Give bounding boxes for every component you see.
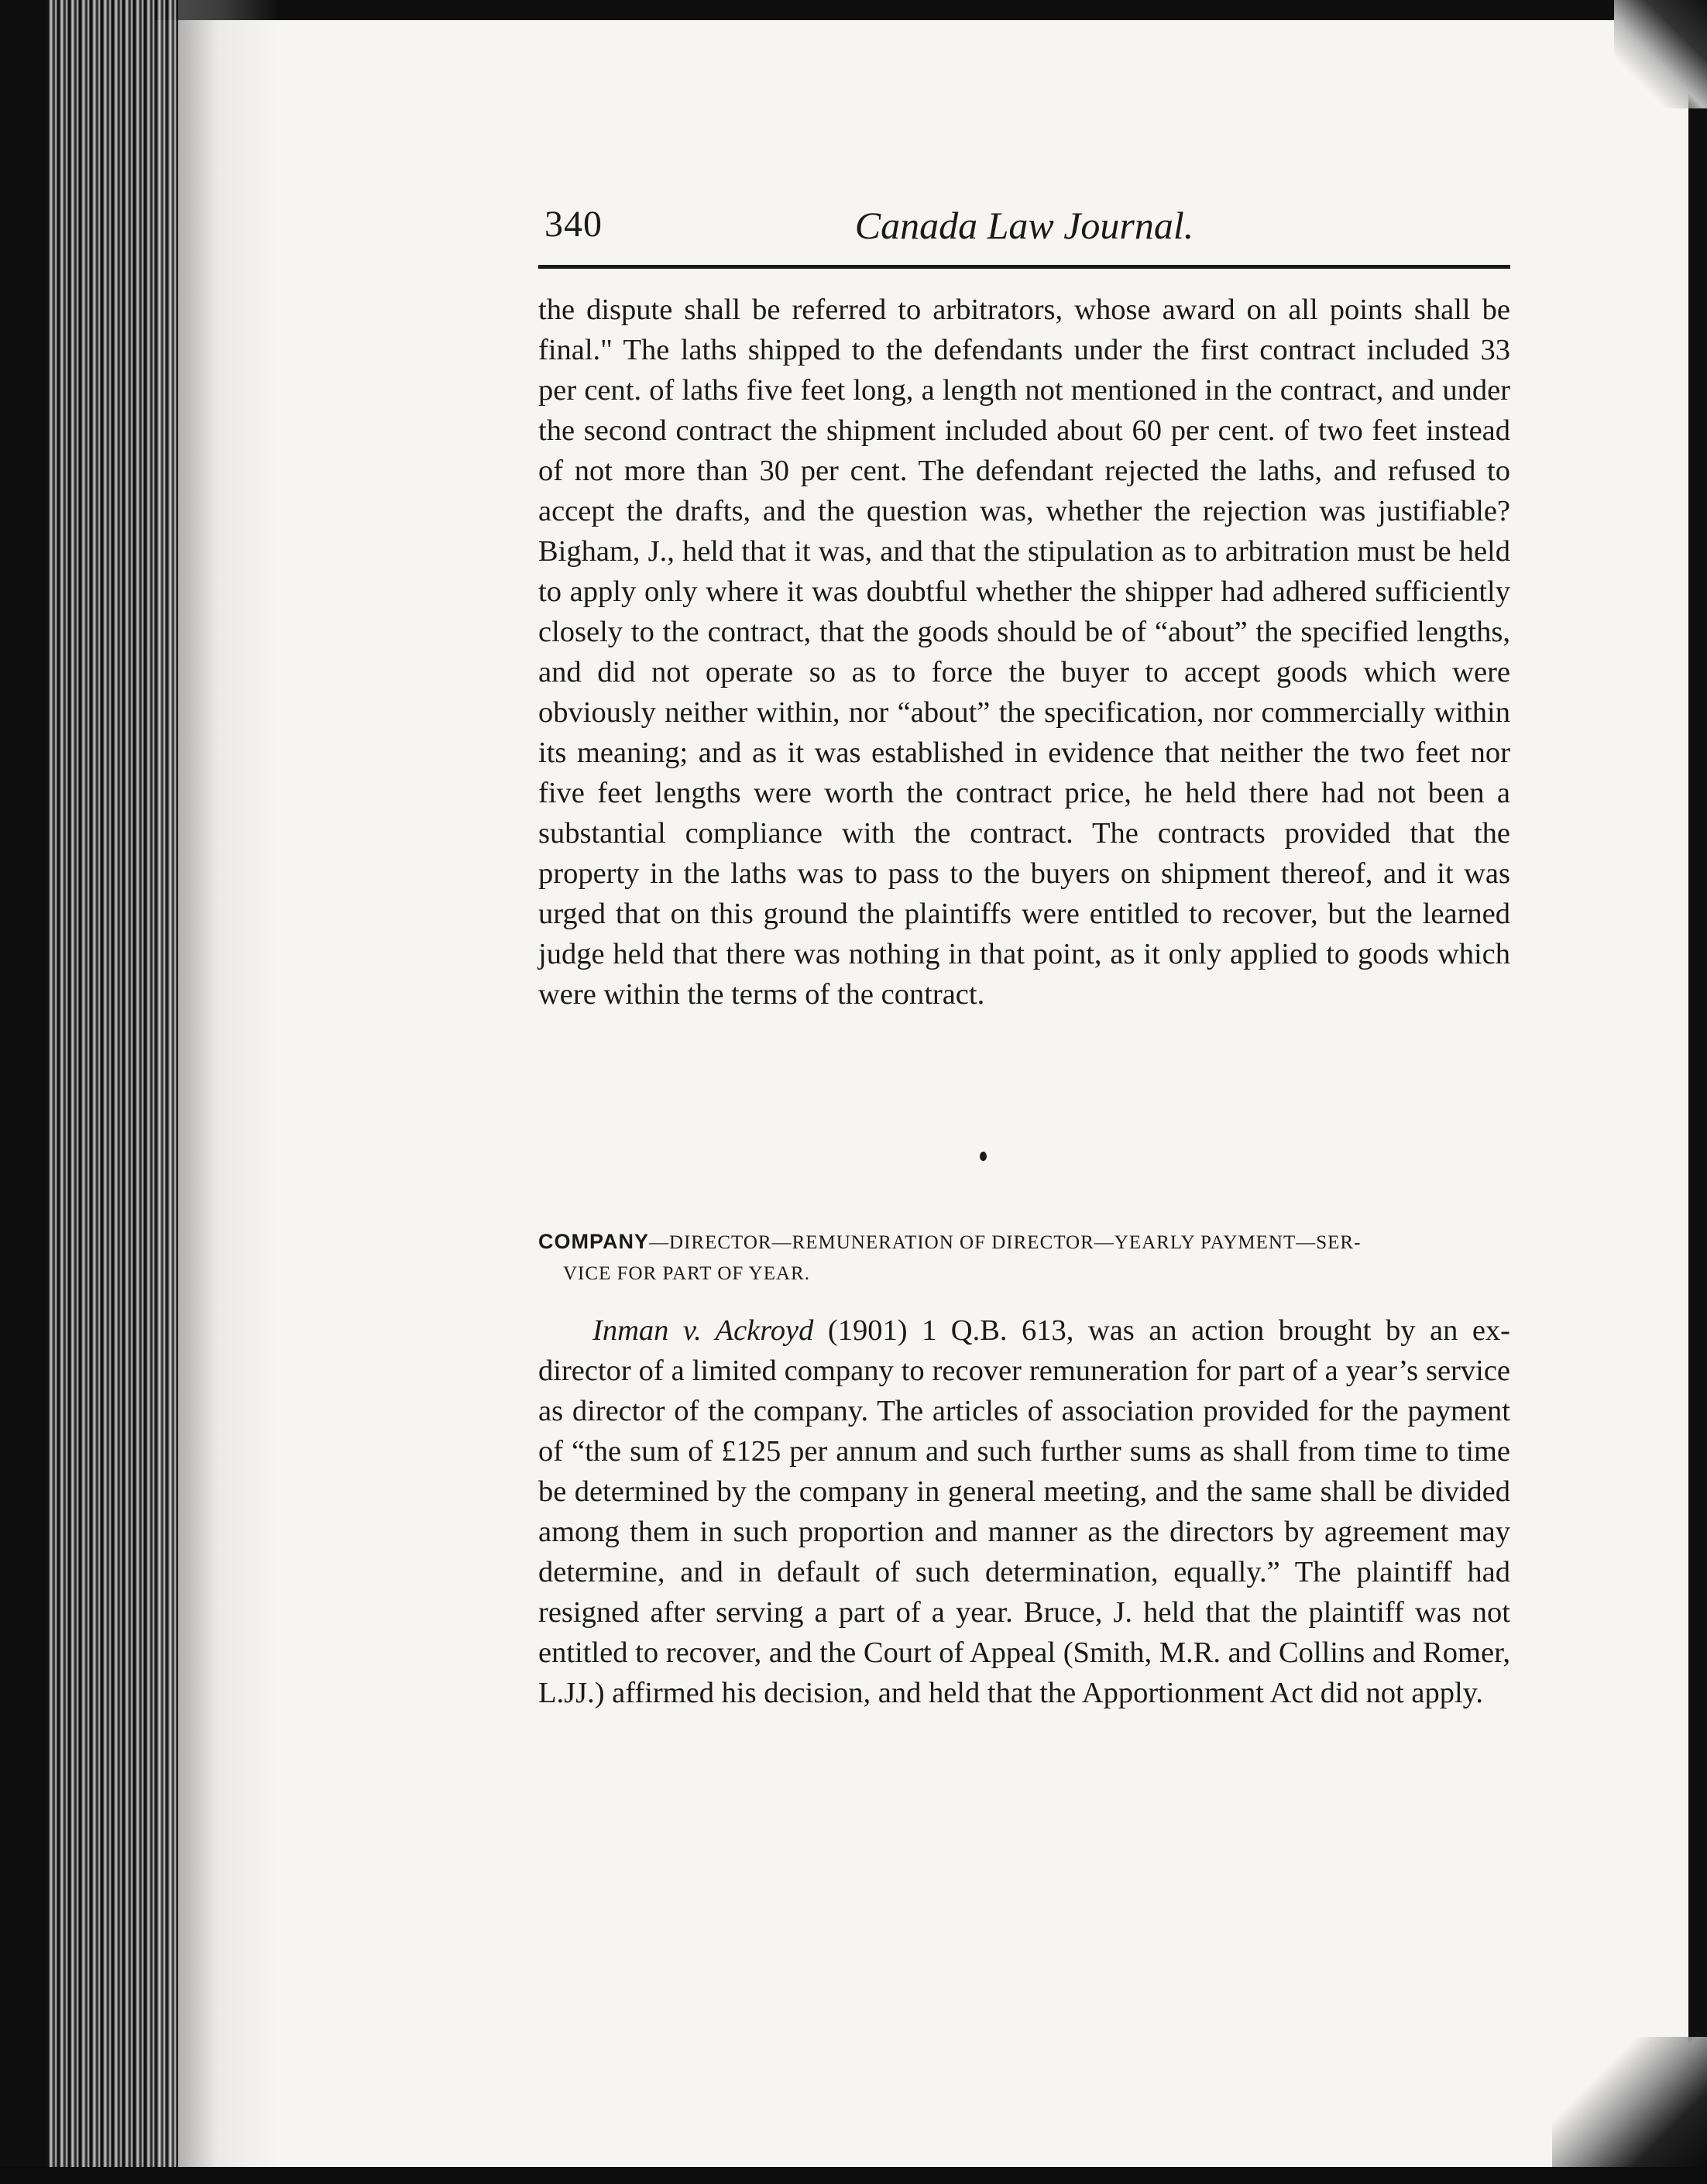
scan-bottom-edge [0, 2167, 1707, 2184]
ink-dot [980, 1152, 987, 1161]
section-heading-line-2: VICE FOR PART OF YEAR. [563, 1263, 810, 1284]
section-heading-lead: COMPANY [538, 1230, 650, 1253]
case-paragraph [538, 1310, 1510, 1713]
section-heading-line-1: —DIRECTOR—REMUNERATION OF DIRECTOR—YEARLY PAYMENT—SER- [649, 1232, 1362, 1253]
journal-title: Canada Law Journal. [854, 204, 1194, 247]
gutter-shadow [178, 0, 279, 2184]
book-spine-edge [46, 0, 178, 2184]
page-corner-bottom-right [1552, 2037, 1707, 2184]
page-corner-top-right [1614, 0, 1707, 108]
page-number: 340 [544, 204, 603, 245]
case-paragraph-text: (1901) 1 Q.B. 613, was an action brought by an ex-director of a limited company to recover remuneration for part of a year’s service as director of the company. The articles of association provided for the payment of “the sum of £125 per annum and such further sums as shall from time to time be determined by the company in general meeting, and the same shall be divided among them in such proportion and manner as the directors by agreement may determine, and in default of such determination, equally.” The plaintiff had resigned after serving a part of a year. Bruce, J. held that the plaintiff was not entitled to recover, and the Court of Appeal (Smith, M.R. and Collins and Romer, L.JJ.) affirmed his decision, and held that the Apportionment Act did not apply. [538, 1314, 1511, 1709]
section-heading [538, 1226, 1510, 1289]
running-header [538, 203, 1510, 269]
case-name: Inman v. Ackroyd [592, 1314, 814, 1347]
paragraph-continued: the dispute shall be referred to arbitrators, whose award on all points shall be final." The laths shipped to the defendants under the first contract included 33 per cent. of laths five feet long, a length not mentioned in the contract, and under the second contract the shipment included about 60 per cent. of two feet instead of not more than 30 per cent. The defendant rejected the laths, and refused to accept the drafts, and the question was, whether the rejection was justifiable? Bigham, J., held that it was, and that the stipulation as to arbitration must be held to apply only where it was doubtful whether the shipper had adhered sufficiently closely to the contract, that the goods should be of “about” the specified lengths, and did not operate so as to force the buyer to accept goods which were obviously neither within, nor “about” the specification, nor commercially within its meaning; and as it was established in evidence that neither the two feet nor five feet lengths were worth the contract price, he held there had not been a substantial compliance with the contract. The contracts provided that the property in the laths was to pass to the buyers on shipment thereof, and it was urged that on this ground the plaintiffs were entitled to recover, but the learned judge held that there was nothing in that point, as it only applied to goods which were within the terms of the contract. [538, 294, 1510, 1011]
